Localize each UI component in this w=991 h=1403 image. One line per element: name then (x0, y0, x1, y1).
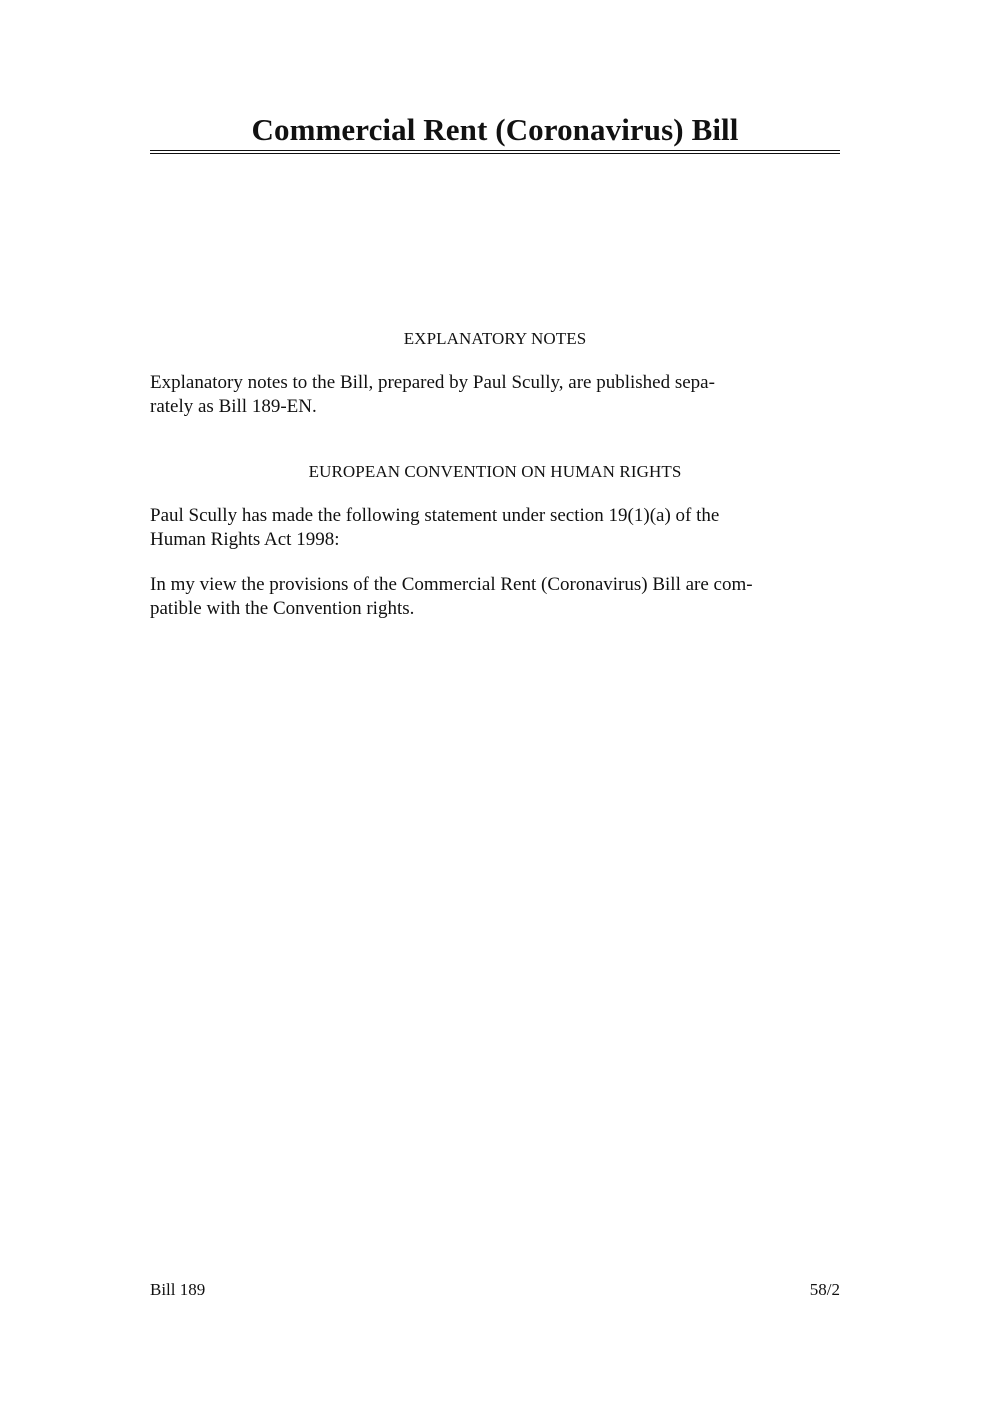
footer-bill-number: Bill 189 (150, 1280, 206, 1299)
echr-statement-paragraph: Paul Scully has made the following statement under section 19(1)(a) of the Human Rights Act 1998: (150, 505, 720, 550)
explanatory-notes-heading: EXPLANATORY NOTES (403, 329, 587, 348)
echr-heading: EUROPEAN CONVENTION ON HUMAN RIGHTS (308, 462, 682, 481)
page-title: Commercial Rent (Coronavirus) Bill (251, 112, 739, 147)
footer-print-reference: 58/2 (809, 1280, 840, 1299)
title-double-rule (150, 150, 840, 154)
echr-compatibility-paragraph: In my view the provisions of the Commercial Rent (Coronavirus) Bill are com- patible with the Convention rights. (150, 574, 753, 619)
explanatory-notes-paragraph: Explanatory notes to the Bill, prepared by Paul Scully, are published sepa- rately as Bill 189-EN. (150, 372, 715, 417)
